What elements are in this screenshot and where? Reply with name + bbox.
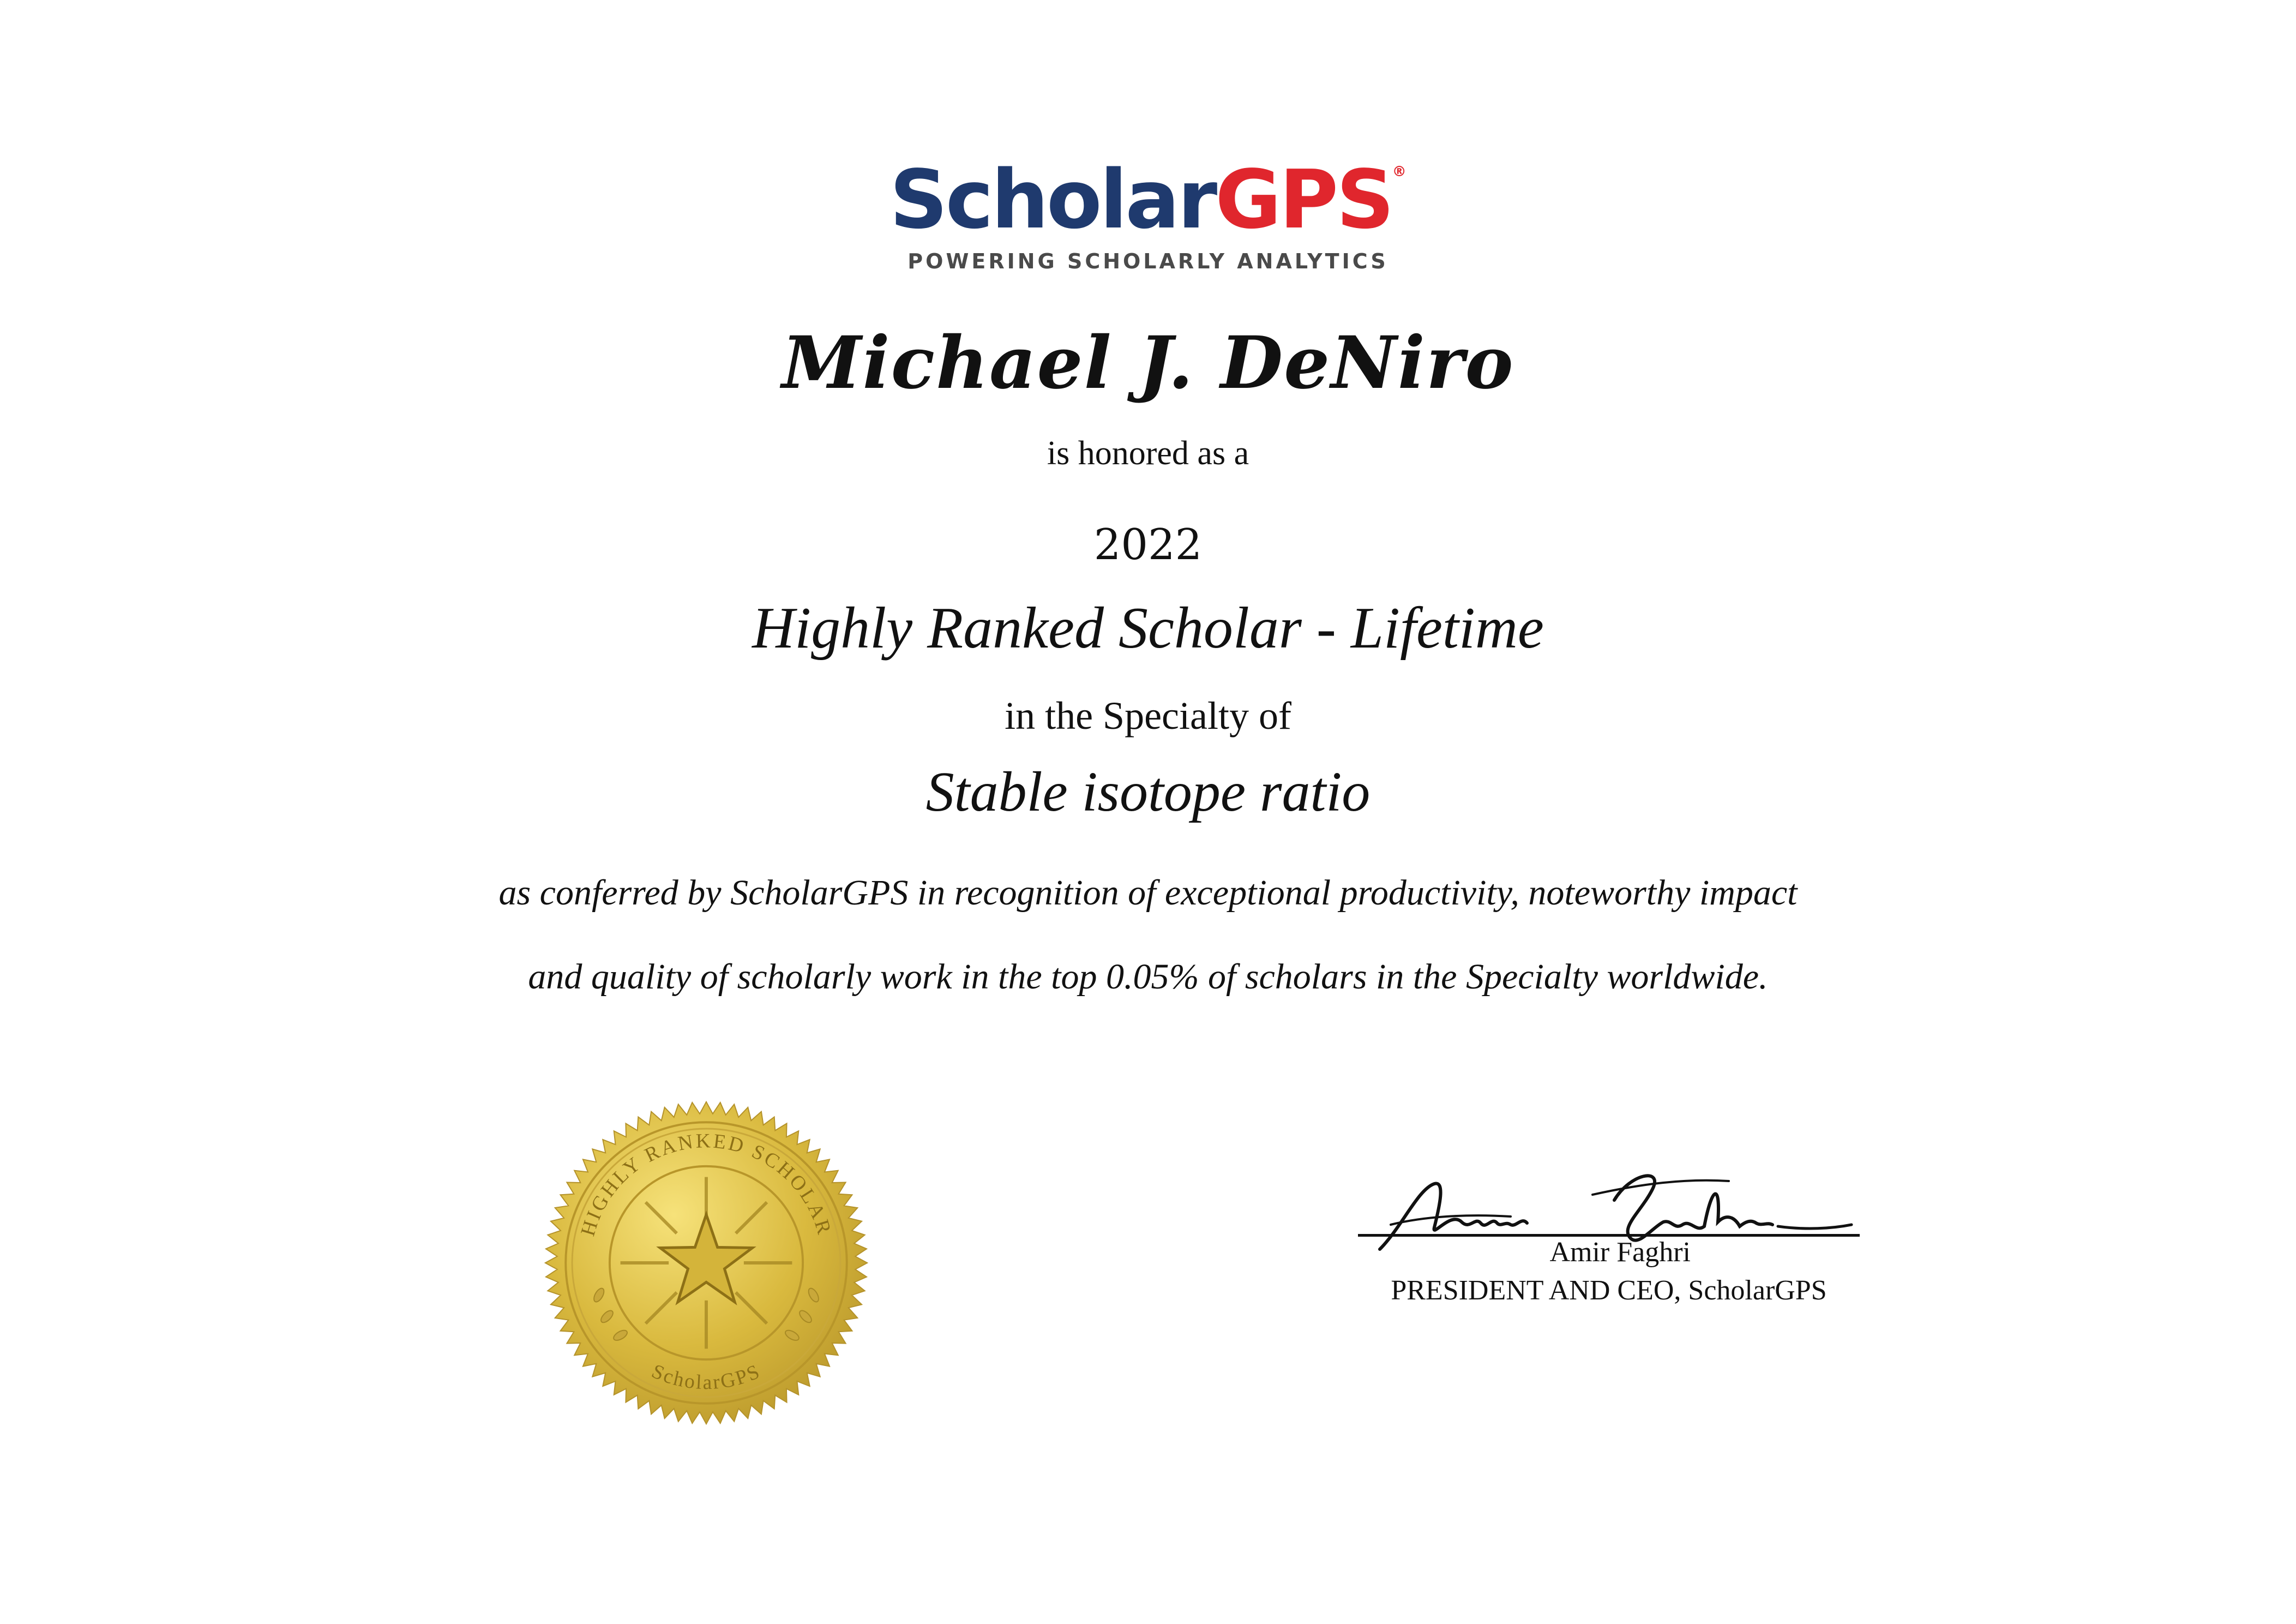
registered-mark: ® [1392, 164, 1407, 180]
seal-ring-text-top: HIGHLY RANKED SCHOLAR [576, 1130, 836, 1239]
recipient-name: Michael J. DeNiro [782, 321, 1514, 405]
specialty-name: Stable isotope ratio [925, 760, 1371, 823]
signer-title: PRESIDENT AND CEO, ScholarGPS [1391, 1275, 1827, 1306]
scholargps-logo [0, 153, 2296, 247]
logo-tagline: POWERING SCHOLARLY ANALYTICS [907, 249, 1389, 273]
description-line-1: as conferred by ScholarGPS in recognition of exceptional productivity, noteworthy impact [498, 873, 1798, 913]
logo-scholar-text: Scholar [889, 153, 1216, 247]
logo-gps-text: GPS [1215, 153, 1392, 247]
award-year: 2022 [1093, 520, 1203, 570]
specialty-intro: in the Specialty of [1005, 694, 1291, 738]
honored-text: is honored as a [1047, 435, 1249, 472]
award-title: Highly Ranked Scholar - Lifetime [752, 596, 1544, 661]
signer-name: Amir Faghri [1549, 1237, 1691, 1268]
description-line-2: and quality of scholarly work in the top 0.05% of scholars in the Specialty worldwide. [528, 957, 1768, 997]
gold-seal-icon [540, 1096, 873, 1429]
seal-ring-text-bottom: ScholarGPS [648, 1360, 765, 1394]
